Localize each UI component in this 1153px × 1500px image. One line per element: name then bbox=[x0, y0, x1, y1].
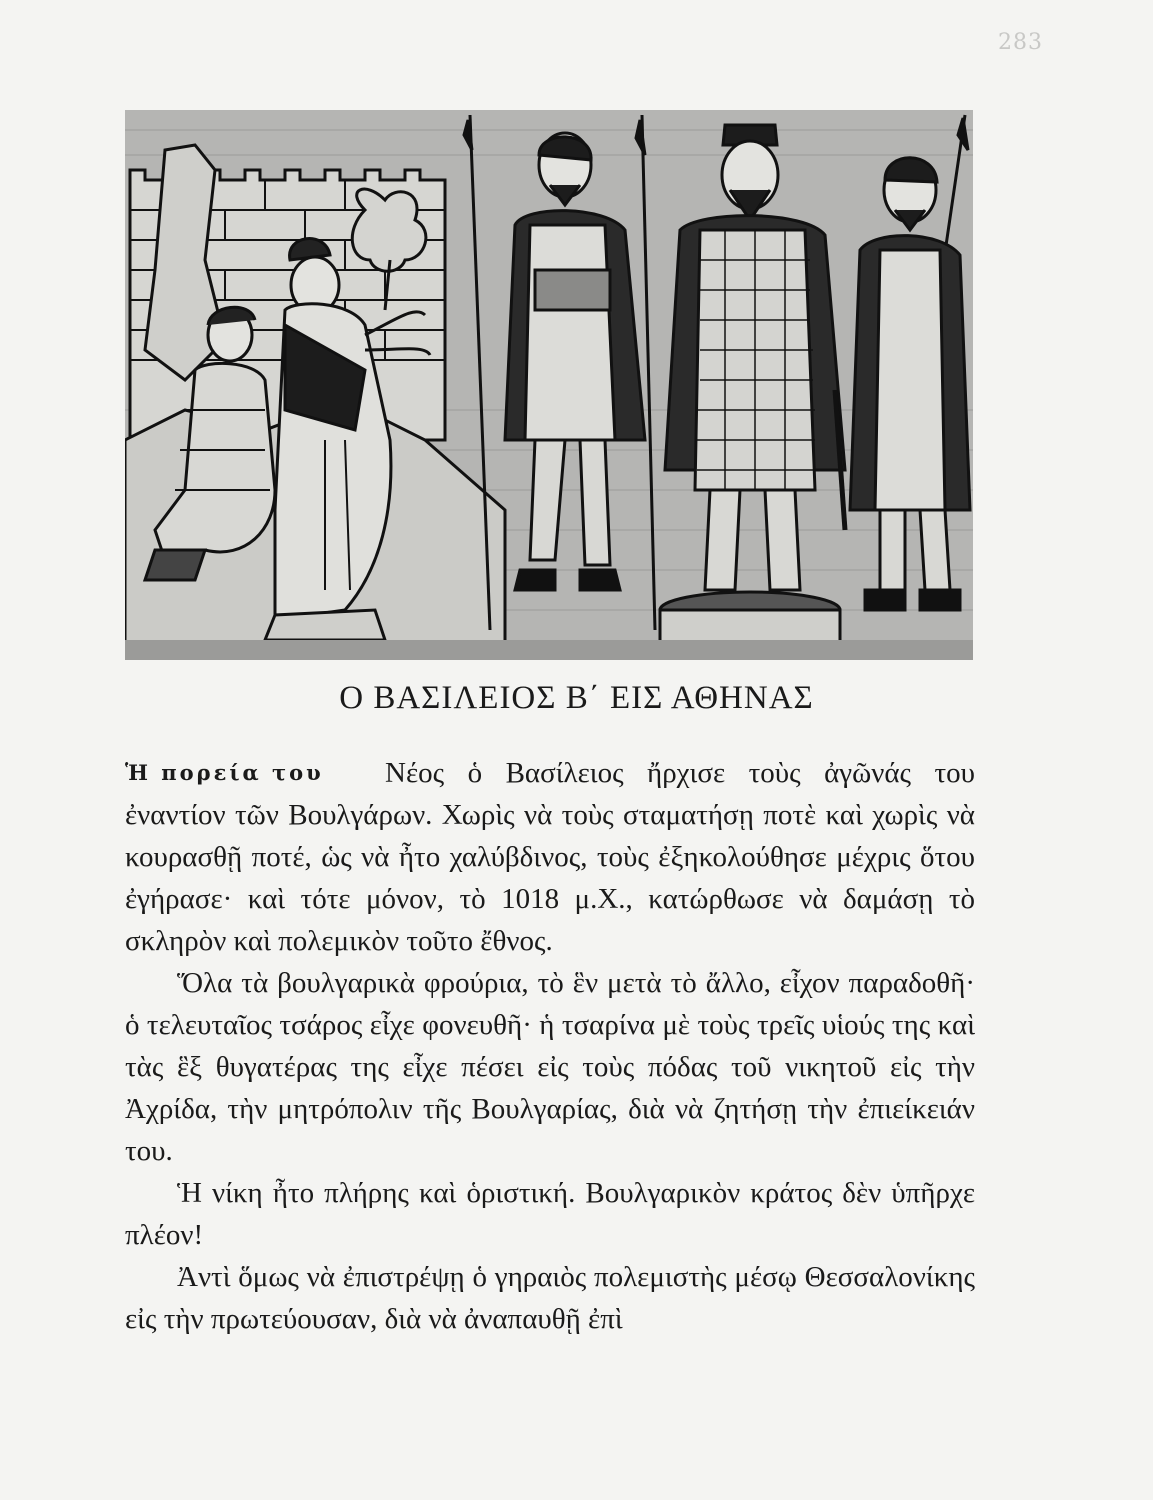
woodcut-illustration bbox=[125, 110, 973, 660]
chapter-title: Ο ΒΑΣΙΛΕΙΟΣ Β΄ ΕΙΣ ΑΘΗΝΑΣ bbox=[339, 680, 814, 716]
paragraph-4: Ἀντὶ ὅμως νὰ ἐπιστρέψῃ ὁ γηραιὸς πολεμιστὴς μέσῳ Θεσσαλονίκης εἰς τὴν πρωτεύουσαν, διὰ νὰ ἀναπαυθῇ ἐπὶ bbox=[125, 1261, 975, 1335]
margin-heading: Ἡ πορεία του bbox=[125, 760, 324, 785]
paragraph-1-text: Νέος ὁ Βασίλειος ἤρχισε τοὺς ἀγῶνάς του ἐναντίον τῶν Βουλγάρων. Χωρὶς νὰ τοὺς σταματήσῃ ποτὲ καὶ χωρὶς νὰ κουρασθῇ ποτέ, ὡς νὰ ἦτο χαλύβδινος, τοὺς ἐξηκολούθησε μέχρις ὅτου ἐγήρασε· καὶ τότε μόνον, τὸ 1018 μ.Χ., κατώρθωσε νὰ δαμάσῃ τὸ σκληρὸν καὶ πολεμικὸν τοῦτο ἔθνος. bbox=[125, 757, 975, 957]
paragraph-1 bbox=[125, 752, 975, 962]
paragraph-3: Ἡ νίκη ἦτο πλήρης καὶ ὁριστική. Βουλγαρικὸν κράτος δὲν ὑπῆρχε πλέον! bbox=[125, 1177, 975, 1251]
page-number: 283 bbox=[998, 30, 1043, 55]
body-text bbox=[125, 752, 975, 1340]
paragraph-2: Ὅλα τὰ βουλγαρικὰ φρούρια, τὸ ἓν μετὰ τὸ ἄλλο, εἶχον παραδοθῆ· ὁ τελευταῖος τσάρος εἶχε φονευθῆ· ἡ τσαρίνα μὲ τοὺς τρεῖς υἱούς της καὶ τὰς ἓξ θυγατέρας της εἶχε πέσει εἰς τοὺς πόδας τοῦ νικητοῦ εἰς τὴν Ἀχρίδα, τὴν μητρόπολιν τῆς Βουλγαρίας, διὰ νὰ ζητήσῃ τὴν ἐπιείκειάν του. bbox=[125, 967, 975, 1167]
illustration bbox=[125, 110, 973, 660]
